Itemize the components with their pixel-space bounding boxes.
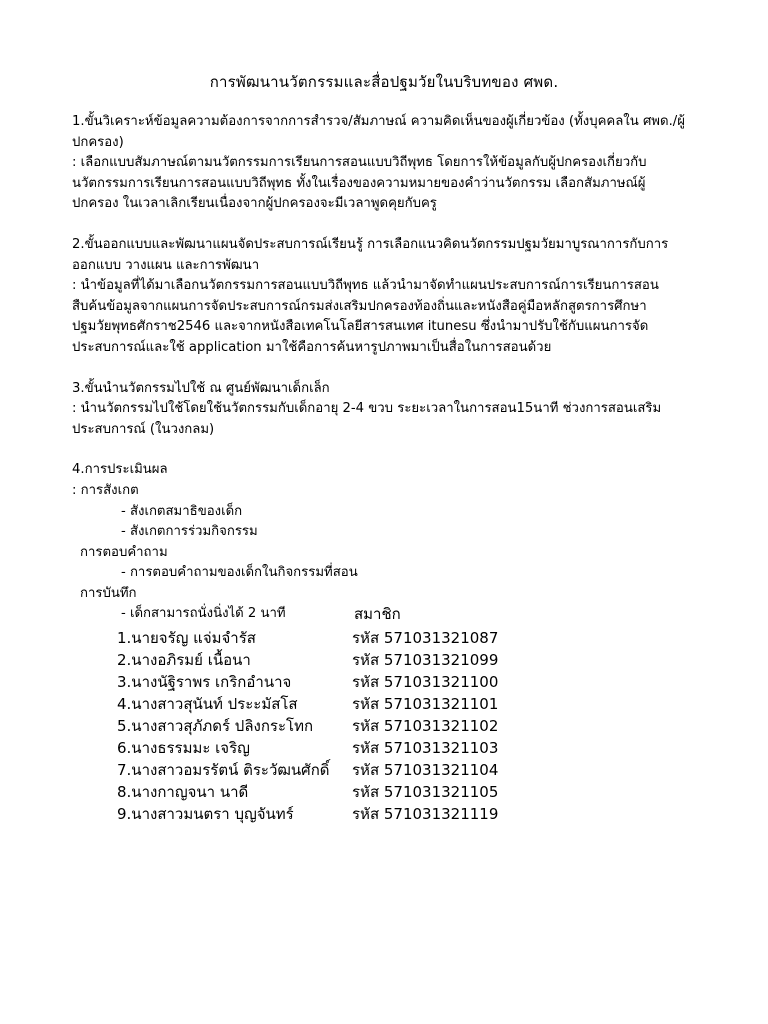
paragraph-line: นวัตกรรมการเรียนการสอนแบบวิถีพุทธ ทั้งในเรื่องของความหมายของคำว่านวัตกรรม เลือกสัมภาษณ์ผู้	[72, 175, 646, 191]
member-code: รหัส 571031321104	[352, 761, 499, 779]
member-row	[117, 736, 499, 760]
paragraph-line: สืบค้นข้อมูลจากแผนการจัดประสบการณ์กรมส่งเสริมปกครองท้องถิ่นและหนังสือคู่มือหลักสูตรการศึกษา	[72, 298, 647, 314]
record-item: - เด็กสามารถนั่งนิ่งได้ 2 นาที	[121, 606, 286, 622]
member-code: รหัส 571031321099	[352, 651, 499, 669]
member-row	[117, 626, 499, 650]
observe-item: - สังเกตสมาธิของเด็ก	[121, 503, 243, 519]
member-row	[117, 670, 499, 694]
paragraph-line: : เลือกแบบสัมภาษณ์ตามนวัตกรรมการเรียนการสอนแบบวิถีพุทธ โดยการให้ข้อมูลกับผู้ปกครองเกี่ยวกับ	[72, 155, 647, 171]
member-row	[117, 758, 499, 782]
member-name: 7.นางสาวอมรรัตน์ ติระวัฒนศักดิ์	[117, 761, 330, 779]
paragraph-gap	[72, 359, 712, 379]
member-row	[117, 780, 499, 804]
paragraph-line: ประสบการณ์และใช้ application มาใช้คือการค้นหารูปภาพมาเป็นสื่อในการสอนด้วย	[72, 339, 552, 355]
member-code: รหัส 571031321100	[352, 673, 499, 691]
paragraph-line: ปกครอง)	[72, 134, 124, 150]
member-name: 8.นางกาญจนา นาดี	[117, 783, 249, 801]
answer-label: การตอบคำถาม	[80, 544, 168, 560]
paragraph-line: 1.ขั้นวิเคราะห์ข้อมูลความต้องการจากการสำรวจ/สัมภาษณ์ ความคิดเห็นของผู้เกี่ยวข้อง (ทั้งบุคคลใน ศพด./ผู้	[72, 114, 685, 129]
paragraph-line: ประสบการณ์ (ในวงกลม)	[72, 421, 215, 437]
paragraph-gap	[72, 215, 712, 235]
member-name: 5.นางสาวสุภัภดร์ ปลิงกระโทก	[117, 717, 314, 735]
member-code: รหัส 571031321101	[352, 695, 499, 713]
section-design	[72, 235, 712, 359]
document-body	[72, 112, 712, 625]
paragraph-line: : นำข้อมูลที่ได้มาเลือกนวัตกรรมการสอนแบบวิถีพุทธ แล้วนำมาจัดทำแผนประสบการณ์การเรียนการสอน	[72, 278, 659, 294]
answer-item: - การตอบคำถามของเด็กในกิจกรรมที่สอน	[121, 565, 358, 581]
member-code: รหัส 571031321105	[352, 783, 499, 801]
paragraph-line: 3.ขั้นนำนวัตกรรมไปใช้ ณ ศูนย์พัฒนาเด็กเล็ก	[72, 380, 330, 396]
member-row	[117, 802, 499, 826]
member-name: 1.นายจรัญ แจ่มจำรัส	[117, 629, 256, 647]
member-row	[117, 692, 499, 716]
member-code: รหัส 571031321087	[352, 629, 499, 647]
paragraph-line: ปฐมวัยพุทธศักราช2546 และจากหนังสือเทคโนโลยีสารสนเทศ itunesu ซึ่งนำมาปรับใช้กับแผนการจัด	[72, 319, 649, 335]
member-code: รหัส 571031321119	[352, 805, 499, 823]
member-name: 3.นางนัฐิราพร เกริกอำนาจ	[117, 673, 292, 691]
member-row	[117, 648, 499, 672]
member-name: 2.นางอภิรมย์ เนื้อนา	[117, 651, 251, 669]
section-analysis	[72, 112, 712, 215]
member-name: 6.นางธรรมมะ เจริญ	[117, 739, 250, 757]
observe-label: : การสังเกต	[72, 482, 139, 498]
member-code: รหัส 571031321102	[352, 717, 499, 735]
paragraph-line: 2.ขั้นออกแบบและพัฒนาแผนจัดประสบการณ์เรียนรู้ การเลือกแนวคิดนวัตกรรมปฐมวัยมาบูรณาการกับการ	[72, 236, 669, 252]
section-implementation	[72, 379, 712, 441]
member-name: 4.นางสาวสุนันท์ ประะมัสโส	[117, 695, 298, 713]
member-code: รหัส 571031321103	[352, 739, 499, 757]
member-name: 9.นางสาวมนตรา บุญจันทร์	[117, 805, 294, 823]
record-label: การบันทึก	[80, 585, 137, 601]
observe-item: - สังเกตการร่วมกิจกรรม	[121, 524, 258, 540]
paragraph-line: : นำนวัตกรรมไปใช้โดยใช้นวัตกรรมกับเด็กอายุ 2-4 ขวบ ระยะเวลาในการสอน15นาที ช่วงการสอนเสริม	[72, 401, 662, 417]
paragraph-line: ออกแบบ วางแผน และการพัฒนา	[72, 257, 260, 273]
section-evaluation	[72, 460, 712, 625]
paragraph-line: ปกครอง ในเวลาเลิกเรียนเนื่องจากผู้ปกครองจะมีเวลาพูดคุยกับครู	[72, 196, 437, 212]
evaluation-heading: 4.การประเมินผล	[72, 462, 168, 478]
member-row	[117, 714, 499, 738]
members-heading: สมาชิก	[354, 605, 401, 623]
document-title: การพัฒนานวัตกรรมและสื่อปฐมวัยในบริบทของ ศพด.	[209, 73, 559, 91]
paragraph-gap	[72, 440, 712, 460]
